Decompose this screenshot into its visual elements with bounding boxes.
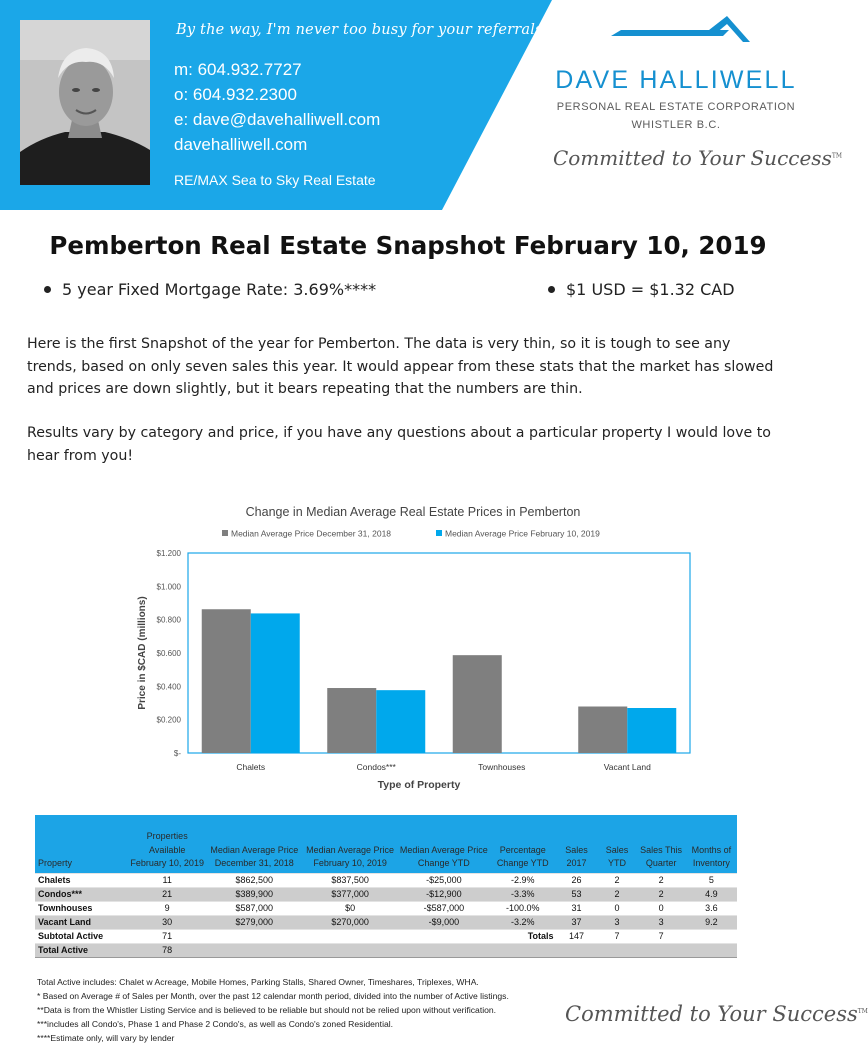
footnote: ****Estimate only, will vary by lender xyxy=(37,1033,175,1043)
bar xyxy=(453,655,502,753)
market-stats-table xyxy=(35,815,737,958)
row-label: Subtotal Active xyxy=(35,929,128,943)
price-change-chart xyxy=(130,497,700,797)
table-cell xyxy=(490,943,556,957)
table-cell: 2 xyxy=(598,887,637,901)
subtotal-row xyxy=(35,929,737,943)
bar xyxy=(327,688,376,753)
table-cell: 5 xyxy=(686,873,737,887)
email-link[interactable]: e: dave@davehalliwell.com xyxy=(174,110,381,129)
table-cell: 3 xyxy=(598,915,637,929)
table-cell: 30 xyxy=(128,915,206,929)
table-cell: 2 xyxy=(637,887,686,901)
bar xyxy=(251,613,300,753)
table-cell xyxy=(206,929,302,943)
footnote: Total Active includes: Chalet w Acreage, Mobile Homes, Parking Stalls, Shared Owner, Timeshares, Triplexes, WHA. xyxy=(37,977,479,987)
footnote: ***includes all Condo's, Phase 1 and Phase 2 Condo's, as well as Condo's zoned Residential. xyxy=(37,1019,394,1029)
col-header: Median Average Price Change YTD xyxy=(398,815,490,873)
table-cell: 2 xyxy=(637,873,686,887)
table-cell: 21 xyxy=(128,887,206,901)
table-cell: $377,000 xyxy=(302,887,397,901)
totals-label: Totals xyxy=(490,929,556,943)
table-cell: -2.9% xyxy=(490,873,556,887)
exchange-rate-bullet: $1 USD = $1.32 CAD xyxy=(548,280,735,299)
legend-label: Median Average Price February 10, 2019 xyxy=(445,528,600,539)
table-cell: 37 xyxy=(556,915,598,929)
table-cell: -100.0% xyxy=(490,901,556,915)
table-cell: 3.6 xyxy=(686,901,737,915)
bar xyxy=(376,690,425,753)
col-header: Sales YTD xyxy=(598,815,637,873)
office-phone[interactable]: o: 604.932.2300 xyxy=(174,85,297,104)
total-active-row xyxy=(35,943,737,957)
table-cell: 31 xyxy=(556,901,598,915)
x-axis-title: Type of Property xyxy=(377,779,461,791)
x-tick-label: Chalets xyxy=(236,762,266,772)
y-tick-label: $1.000 xyxy=(156,582,181,592)
table-cell: $862,500 xyxy=(206,873,302,887)
table-cell: $0 xyxy=(302,901,397,915)
table-cell: 53 xyxy=(556,887,598,901)
footer-motto: Committed to Your Success™ xyxy=(565,1002,868,1026)
row-label: Total Active xyxy=(35,943,128,957)
row-label: Chalets xyxy=(35,873,128,887)
table-cell: -3.2% xyxy=(490,915,556,929)
table-cell: 3 xyxy=(637,915,686,929)
col-header: Median Average Price February 10, 2019 xyxy=(302,815,397,873)
table-cell: 9.2 xyxy=(686,915,737,929)
footnotes xyxy=(37,975,509,1045)
website-link[interactable]: davehalliwell.com xyxy=(174,135,308,154)
row-label: Townhouses xyxy=(35,901,128,915)
legend-label: Median Average Price December 31, 2018 xyxy=(231,528,392,539)
brand-motto: Committed to Your Success™ xyxy=(553,146,842,170)
table-cell: 7 xyxy=(598,929,637,943)
table-cell: -$12,900 xyxy=(398,887,490,901)
footnote: **Data is from the Whistler Listing Service and is believed to be reliable but should not be relied upon without verification. xyxy=(37,1005,497,1015)
table-cell: $837,500 xyxy=(302,873,397,887)
mortgage-rate-bullet: 5 year Fixed Mortgage Rate: 3.69%**** xyxy=(44,280,376,299)
bullet-dot-icon xyxy=(44,286,51,293)
x-tick-label: Townhouses xyxy=(478,762,526,772)
legend-swatch xyxy=(436,530,442,536)
intro-paragraph: Here is the first Snapshot of the year for Pemberton. The data is very thin, so it is tough to see any trends, based on only seven sales this year. It would appear from these stats that the market has slowed and prices are down slightly, but it bears repeating that the numbers are thin. xyxy=(27,336,774,397)
brand-name: DAVE HALLIWELL xyxy=(555,66,797,94)
brokerage-name: RE/MAX Sea to Sky Real Estate xyxy=(174,172,376,188)
table-cell: $279,000 xyxy=(206,915,302,929)
table-cell: 0 xyxy=(637,901,686,915)
table-row xyxy=(35,901,737,915)
table-cell: -$587,000 xyxy=(398,901,490,915)
page-title: Pemberton Real Estate Snapshot February 10, 2019 xyxy=(49,231,767,260)
table-cell: 147 xyxy=(556,929,598,943)
house-roof-logo-icon xyxy=(605,14,765,50)
table-cell: -$25,000 xyxy=(398,873,490,887)
table-cell xyxy=(206,943,302,957)
table-cell: $389,900 xyxy=(206,887,302,901)
y-tick-label: $- xyxy=(173,749,181,758)
table-cell xyxy=(302,929,397,943)
footnote: * Based on Average # of Sales per Month, over the past 12 calendar month period, divided into the number of Active listings. xyxy=(37,991,509,1001)
x-tick-label: Condos*** xyxy=(356,762,396,772)
table-row xyxy=(35,887,737,901)
table-cell xyxy=(302,943,397,957)
referral-tagline: By the way, I'm never too busy for your referrals! xyxy=(176,22,549,38)
table-cell xyxy=(556,943,598,957)
table-cell: 2 xyxy=(598,873,637,887)
agent-photo xyxy=(20,20,150,185)
y-tick-label: $0.400 xyxy=(156,682,181,692)
table-cell xyxy=(637,943,686,957)
y-tick-label: $0.800 xyxy=(156,615,181,625)
table-cell: -$9,000 xyxy=(398,915,490,929)
col-header: Sales This Quarter xyxy=(637,815,686,873)
table-cell xyxy=(686,943,737,957)
brand-corporation: PERSONAL REAL ESTATE CORPORATION xyxy=(556,101,796,113)
table-cell: 78 xyxy=(128,943,206,957)
bar xyxy=(578,707,627,754)
bar xyxy=(627,708,676,753)
table-cell: 0 xyxy=(598,901,637,915)
y-tick-label: $0.600 xyxy=(156,649,181,658)
table-cell xyxy=(398,943,490,957)
table-cell: -3.3% xyxy=(490,887,556,901)
bar xyxy=(202,609,251,753)
col-header: Percentage Change YTD xyxy=(490,815,556,873)
table-cell: 26 xyxy=(556,873,598,887)
row-label: Condos*** xyxy=(35,887,128,901)
table-header-row xyxy=(35,815,737,873)
table-cell xyxy=(598,943,637,957)
table-cell: $587,000 xyxy=(206,901,302,915)
brand-location: WHISTLER B.C. xyxy=(631,119,721,131)
table-cell: 9 xyxy=(128,901,206,915)
table-row xyxy=(35,873,737,887)
col-header: Sales 2017 xyxy=(556,815,598,873)
table-cell xyxy=(686,929,737,943)
table-cell: 71 xyxy=(128,929,206,943)
y-axis-title: Price in $CAD (millions) xyxy=(137,596,148,710)
table-cell: $270,000 xyxy=(302,915,397,929)
y-tick-label: $0.200 xyxy=(156,715,181,725)
table-row xyxy=(35,915,737,929)
col-header: Median Average Price December 31, 2018 xyxy=(206,815,302,873)
table-cell: 11 xyxy=(128,873,206,887)
table-cell: 7 xyxy=(637,929,686,943)
chart-title: Change in Median Average Real Estate Prices in Pemberton xyxy=(245,505,581,519)
table-cell: 4.9 xyxy=(686,887,737,901)
row-label: Vacant Land xyxy=(35,915,128,929)
legend-swatch xyxy=(222,530,228,536)
mobile-phone[interactable]: m: 604.932.7727 xyxy=(174,60,302,79)
col-header: Months of Inventory xyxy=(686,815,737,873)
col-header: Property xyxy=(35,815,128,873)
y-tick-label: $1.200 xyxy=(156,549,181,558)
contact-paragraph: Results vary by category and price, if you have any questions about a particular property I would love to hear from you! xyxy=(27,425,771,464)
x-tick-label: Vacant Land xyxy=(603,762,651,772)
table-cell xyxy=(398,929,490,943)
col-header: Properties Available February 10, 2019 xyxy=(128,815,206,873)
bullet-dot-icon xyxy=(548,286,555,293)
